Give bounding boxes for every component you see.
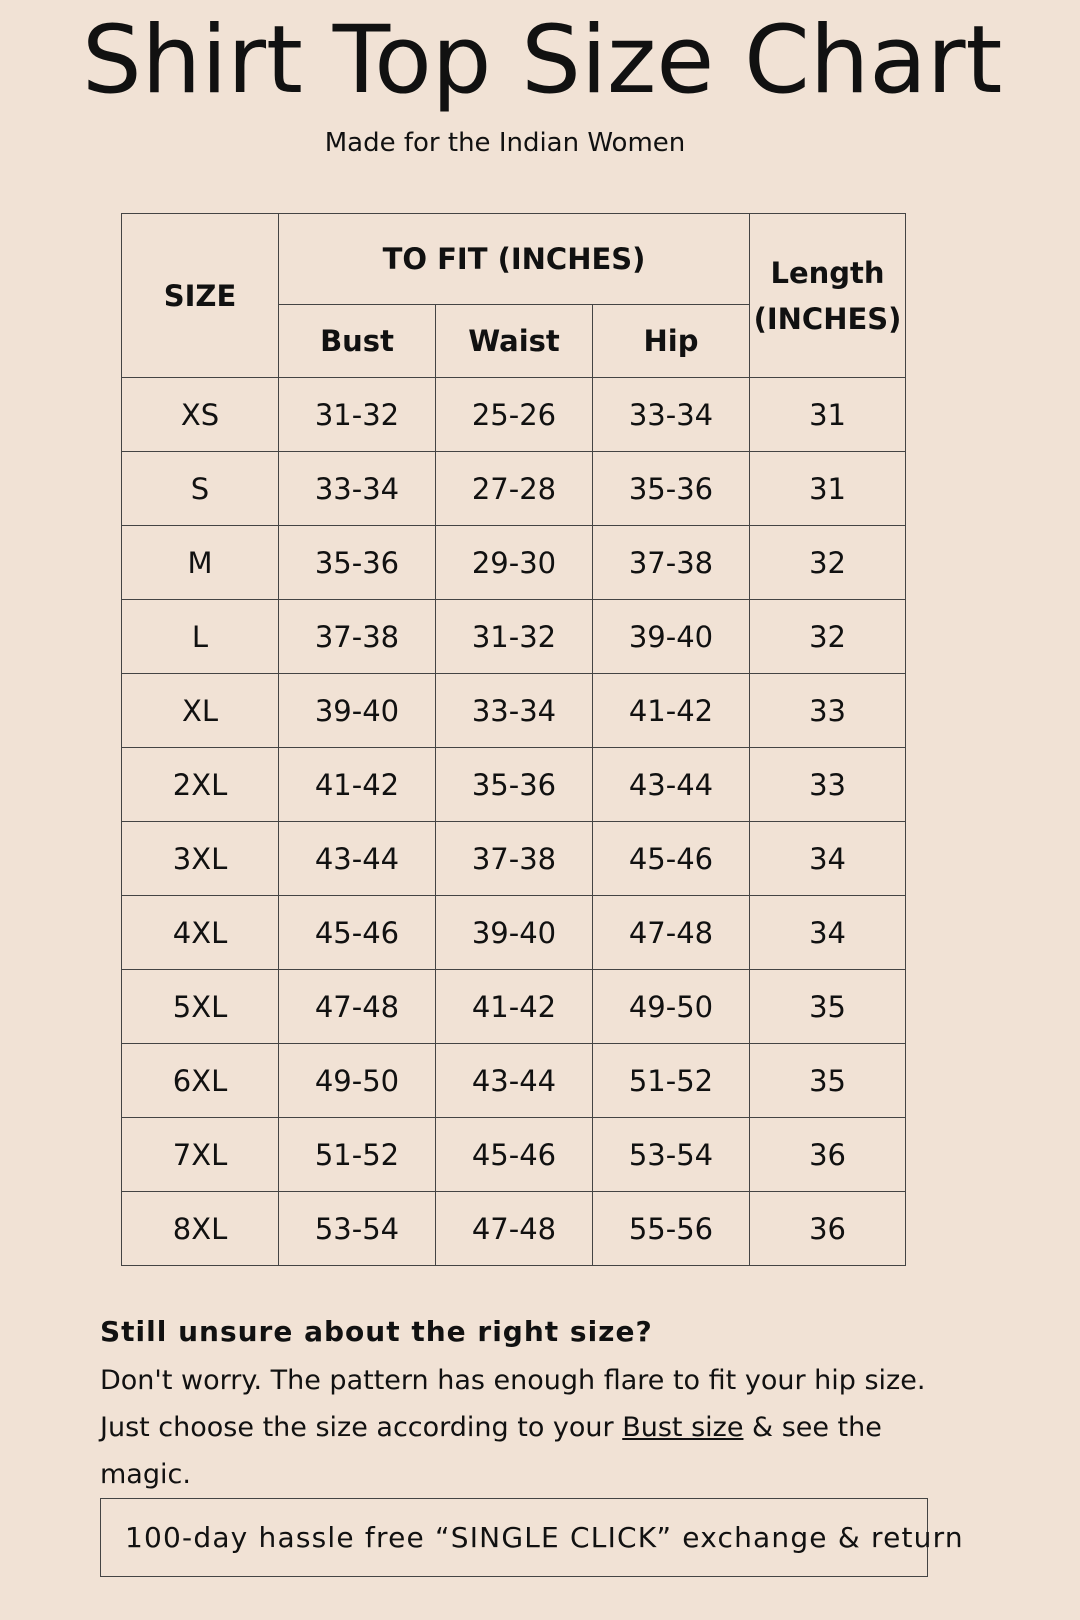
header-waist: Waist (436, 305, 593, 378)
cell-bust: 51-52 (279, 1118, 436, 1192)
table-row (122, 452, 906, 526)
cell-waist: 31-32 (436, 600, 593, 674)
cell-size: 8XL (122, 1192, 279, 1266)
cell-bust: 31-32 (279, 378, 436, 452)
size-advice-note (100, 1313, 960, 1498)
cell-hip: 45-46 (593, 822, 750, 896)
cell-length: 35 (750, 1044, 906, 1118)
exchange-return-banner (100, 1498, 964, 1577)
cell-bust: 35-36 (279, 526, 436, 600)
cell-length: 31 (750, 378, 906, 452)
cell-length: 31 (750, 452, 906, 526)
cell-bust: 37-38 (279, 600, 436, 674)
cell-length: 33 (750, 674, 906, 748)
header-size: SIZE (122, 214, 279, 378)
cell-hip: 43-44 (593, 748, 750, 822)
cell-waist: 25-26 (436, 378, 593, 452)
cell-hip: 39-40 (593, 600, 750, 674)
table-row (122, 970, 906, 1044)
cell-waist: 39-40 (436, 896, 593, 970)
note-body (100, 1357, 960, 1498)
cell-hip: 51-52 (593, 1044, 750, 1118)
cell-bust: 49-50 (279, 1044, 436, 1118)
table-row (122, 526, 906, 600)
table-row (122, 896, 906, 970)
note-line3: magic. (100, 1459, 191, 1490)
cell-hip: 55-56 (593, 1192, 750, 1266)
cell-length: 35 (750, 970, 906, 1044)
cell-bust: 43-44 (279, 822, 436, 896)
cell-size: 2XL (122, 748, 279, 822)
cell-length: 36 (750, 1118, 906, 1192)
note-line2-suffix: & see the (743, 1412, 882, 1443)
cell-waist: 35-36 (436, 748, 593, 822)
bust-size-link[interactable]: Bust size (622, 1412, 744, 1443)
note-line1: Don't worry. The pattern has enough flare to fit your hip size. (100, 1365, 926, 1396)
cell-size: 7XL (122, 1118, 279, 1192)
cell-size: XL (122, 674, 279, 748)
cell-size: 5XL (122, 970, 279, 1044)
table-row (122, 378, 906, 452)
cell-hip: 33-34 (593, 378, 750, 452)
cell-bust: 45-46 (279, 896, 436, 970)
cell-hip: 35-36 (593, 452, 750, 526)
cell-size: 4XL (122, 896, 279, 970)
table-row (122, 748, 906, 822)
cell-bust: 47-48 (279, 970, 436, 1044)
exchange-return-text: 100-day hassle free “SINGLE CLICK” exchange & return (125, 1521, 964, 1554)
table-row (122, 600, 906, 674)
table-row (122, 674, 906, 748)
cell-size: S (122, 452, 279, 526)
header-length (750, 214, 906, 378)
cell-length: 33 (750, 748, 906, 822)
cell-bust: 53-54 (279, 1192, 436, 1266)
header-hip: Hip (593, 305, 750, 378)
page-subtitle: Made for the Indian Women (324, 128, 686, 158)
cell-size: XS (122, 378, 279, 452)
note-line2-prefix: Just choose the size according to your (100, 1412, 623, 1443)
cell-waist: 27-28 (436, 452, 593, 526)
cell-hip: 37-38 (593, 526, 750, 600)
cell-size: 3XL (122, 822, 279, 896)
header-length-line2: (INCHES) (753, 301, 902, 336)
cell-hip: 53-54 (593, 1118, 750, 1192)
cell-waist: 37-38 (436, 822, 593, 896)
table-row (122, 1192, 906, 1266)
table-header-row (122, 214, 906, 305)
cell-waist: 29-30 (436, 526, 593, 600)
table-row (122, 1044, 906, 1118)
header-bust: Bust (279, 305, 436, 378)
cell-size: 6XL (122, 1044, 279, 1118)
cell-hip: 41-42 (593, 674, 750, 748)
table-row (122, 822, 906, 896)
cell-length: 34 (750, 896, 906, 970)
cell-bust: 33-34 (279, 452, 436, 526)
cell-hip: 47-48 (593, 896, 750, 970)
cell-waist: 45-46 (436, 1118, 593, 1192)
cell-waist: 33-34 (436, 674, 593, 748)
cell-waist: 43-44 (436, 1044, 593, 1118)
cell-length: 36 (750, 1192, 906, 1266)
note-heading: Still unsure about the right size? (100, 1315, 653, 1348)
cell-length: 34 (750, 822, 906, 896)
header-length-line1: Length (770, 255, 885, 290)
cell-size: M (122, 526, 279, 600)
header-to-fit: TO FIT (INCHES) (279, 214, 750, 305)
cell-length: 32 (750, 526, 906, 600)
table-row (122, 1118, 906, 1192)
cell-bust: 39-40 (279, 674, 436, 748)
cell-bust: 41-42 (279, 748, 436, 822)
cell-waist: 41-42 (436, 970, 593, 1044)
cell-size: L (122, 600, 279, 674)
cell-waist: 47-48 (436, 1192, 593, 1266)
size-chart-table (121, 213, 906, 1266)
cell-hip: 49-50 (593, 970, 750, 1044)
cell-length: 32 (750, 600, 906, 674)
page-title: Shirt Top Size Chart (82, 6, 1003, 115)
